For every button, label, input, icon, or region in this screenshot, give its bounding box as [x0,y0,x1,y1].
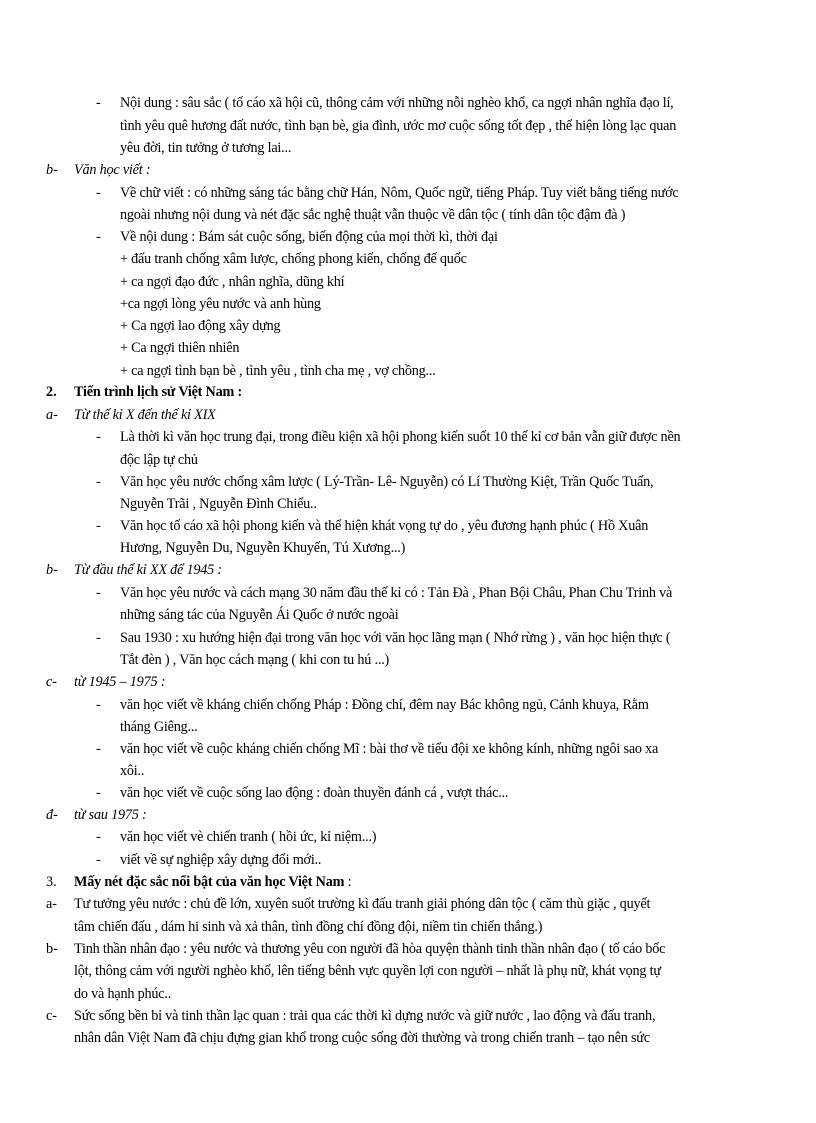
bullet-dash: - [96,741,101,757]
bullet-dash: - [96,697,101,713]
text-line: viết về sự nghiệp xây dựng đổi mới.. [120,852,322,868]
bullet-dash: - [96,785,101,801]
heading [74,871,351,893]
bullet-dash: - [96,185,101,201]
text-line: ngoài nhưng nội dung và nét đặc sắc nghệ thuật vẫn thuộc về dân tộc ( tính dân tộc đậm đà ) [120,207,626,223]
section-title: từ 1945 – 1975 : [74,674,166,690]
bullet-dash: - [96,630,101,646]
text-line: Về nội dung : Bám sát cuộc sống, biến động của mọi thời kì, thời đại [120,229,498,245]
section-marker: b- [46,562,58,578]
text-line: văn học viết về cuộc kháng chiến chống Mĩ : bài thơ về tiểu đội xe không kính, những ngôi sao xa [120,741,659,757]
text-line: những sáng tác của Nguyễn Ái Quốc ở nước ngoài [120,607,399,623]
text-line: Tinh thần nhân đạo : yêu nước và thương yêu con người đã hòa quyện thành tinh thần nhân đạo ( tố cáo bốc [74,941,666,957]
section-title: Từ thế kỉ X đến thế kỉ XIX [74,407,216,423]
text-line: yêu đời, tin tưởng ở tương lai... [120,140,292,156]
text-line: + ca ngợi đạo đức , nhân nghĩa, dũng khí [120,274,345,290]
bullet-dash: - [96,852,101,868]
heading: Tiến trình lịch sử Việt Nam : [74,384,242,400]
text-line: + Ca ngợi lao động xây dựng [120,318,281,334]
text-line: tâm chiến đấu , dám hi sinh và xả thân, tình đồng chí đồng đội, niềm tin chiến thắng.) [74,919,543,935]
text-line: độc lập tự chủ [120,452,198,468]
section-title: từ sau 1975 : [74,807,147,823]
text-line: Nội dung : sâu sắc ( tố cáo xã hội cũ, thông cảm với những nỗi nghèo khổ, ca ngợi nhân nghĩa đạo lí, [120,95,674,111]
text-line: Là thời kì văn học trung đại, trong điều kiện xã hội phong kiến suốt 10 thế kỉ cơ bản vẫn giữ được nền [120,429,681,445]
bullet-dash: - [96,95,101,111]
bullet-dash: - [96,585,101,601]
section-title: Từ đầu thế kỉ XX để 1945 : [74,562,222,578]
section-marker: đ- [46,807,58,823]
text-line: tình yêu quê hương đất nước, tình bạn bè, gia đình, ước mơ cuộc sống tốt đẹp , thể hiện lòng lạc quan [120,118,677,134]
bullet-dash: - [96,429,101,445]
text-line: +ca ngợi lòng yêu nước và anh hùng [120,296,321,312]
text-line: do và hạnh phúc.. [74,986,172,1002]
text-line: Tắt đèn ) , Văn học cách mạng ( khi con tu hú ...) [120,652,390,668]
text-line: + ca ngợi tình bạn bè , tình yêu , tình cha mẹ , vợ chồng... [120,363,436,379]
section-marker: a- [46,896,58,912]
text-line: Văn học yêu nước chống xâm lược ( Lý-Trần- Lê- Nguyễn) có Lí Thường Kiệt, Trần Quốc Tuấn, [120,474,654,490]
bullet-dash: - [96,474,101,490]
text-line: Văn học yêu nước và cách mạng 30 năm đầu thế kỉ có : Tản Đà , Phan Bội Châu, Phan Chu Trinh và [120,585,673,601]
section-marker: a- [46,407,58,423]
section-marker: b- [46,162,58,178]
text-line: + Ca ngợi thiên nhiên [120,340,240,356]
heading-suffix: : [344,874,352,890]
heading-title: Mấy nét đặc sắc nổi bật của văn học Việt Nam [74,874,345,890]
text-line: văn học viết vè chiến tranh ( hồi ức, kỉ niệm...) [120,829,377,845]
bullet-dash: - [96,229,101,245]
heading-number: 3. [46,874,57,890]
text-line: Văn học tố cáo xã hội phong kiến và thể hiện khát vọng tự do , yêu đương hạnh phúc ( Hồ Xuân [120,518,649,534]
text-line: văn học viết về kháng chiến chống Pháp : Đồng chí, đêm nay Bác không ngủ, Cảnh khuya, Rằm [120,697,649,713]
section-marker: b- [46,941,58,957]
text-line: lột, thông cảm với người nghèo khổ, lên tiếng bênh vực quyền lợi con người – nhất là phụ nữ, khát vọng tự [74,963,661,979]
text-line: Sau 1930 : xu hướng hiện đại trong văn học với văn học lãng mạn ( Nhớ rừng ) , văn học hiện thực ( [120,630,671,646]
bullet-dash: - [96,829,101,845]
text-line: nhân dân Việt Nam đã chịu đựng gian khổ trong cuộc sống đời thường và trong chiến tranh – tạo nên sức [74,1030,650,1046]
section-title: Văn học viết : [74,162,151,178]
text-line: Tư tưởng yêu nước : chủ đề lớn, xuyên suốt trường kì đấu tranh giải phóng dân tộc ( căm thù giặc , quyết [74,896,651,912]
section-marker: c- [46,674,58,690]
bullet-dash: - [96,518,101,534]
text-line: Sức sống bền bỉ và tinh thần lạc quan : trải qua các thời kì dựng nước và giữ nước , lao động và đấu tranh, [74,1008,656,1024]
text-line: văn học viết về cuộc sống lao động : đoàn thuyền đánh cá , vượt thác... [120,785,509,801]
text-line: + đấu tranh chống xâm lược, chống phong kiến, chống đế quốc [120,251,467,267]
text-line: xôi.. [120,763,145,779]
section-marker: c- [46,1008,58,1024]
text-line: tháng Giêng... [120,719,198,735]
text-line: Về chữ viết : có những sáng tác bằng chữ Hán, Nôm, Quốc ngữ, tiếng Pháp. Tuy viết bằng tiếng nước [120,185,679,201]
text-line: Hương, Nguyễn Du, Nguyễn Khuyến, Tú Xương...) [120,540,406,556]
text-line: Nguyễn Trãi , Nguyễn Đình Chiểu.. [120,496,317,512]
heading-number: 2. [46,384,57,400]
